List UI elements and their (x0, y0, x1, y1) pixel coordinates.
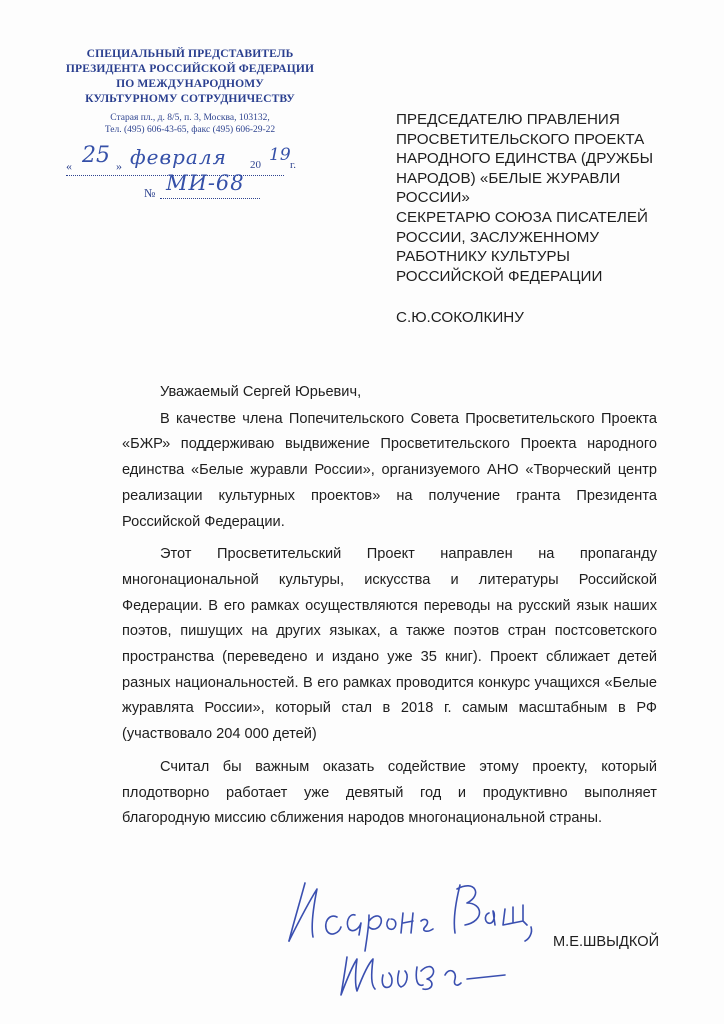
date-year-handwritten: 19 (269, 145, 291, 165)
letterhead-address-line: Старая пл., д. 8/5, п. 3, Москва, 103132, (110, 113, 270, 123)
date-close-quote: » (116, 159, 122, 173)
number-label: № (144, 186, 156, 200)
signatory-name: М.Е.ШВЫДКОЙ (553, 934, 660, 950)
addressee-line: ПРЕДСЕДАТЕЛЮ ПРАВЛЕНИЯ (396, 111, 620, 128)
addressee-line: ПРОСВЕТИТЕЛЬСКОГО ПРОЕКТА (396, 130, 645, 148)
date-month-handwritten: февраля (130, 145, 227, 169)
number-handwritten: МИ-68 (166, 171, 245, 195)
date-open-quote: « (66, 159, 72, 173)
body-paragraph: Этот Просветительский Проект направлен на пропаганду многонациональной культуры, искусства и литературы Российской Федерации. В его рамках осуществляются переводы на русский язык наших поэтов, пишущих на других языках, а также поэтов стран постсоветского пространства (переведено и издано уже 35 книг). Проект сближает детей разных национальностей. В его рамках проводится конкурс учащихся «Белые журавлята России», который стал в 2018 г. самым масштабным в РФ (участвовало 204 000 детей) (122, 546, 657, 743)
addressee-block (396, 110, 696, 286)
date-day-handwritten: 25 (82, 143, 110, 168)
letterhead-line: СПЕЦИАЛЬНЫЙ ПРЕДСТАВИТЕЛЬ (86, 47, 294, 60)
addressee-line: РОССИИ, ЗАСЛУЖЕННОМУ (396, 228, 600, 246)
letterhead-line: ПРЕЗИДЕНТА РОССИЙСКОЙ ФЕДЕРАЦИИ (65, 62, 315, 75)
letterhead (40, 46, 340, 136)
letterhead-address (40, 112, 340, 136)
letterhead-address-line: Тел. (495) 606-43-65, факс (495) 606-29-22 (104, 125, 276, 135)
addressee-line: НАРОДОВ) «БЕЛЫЕ ЖУРАВЛИ (396, 169, 621, 187)
letterhead-line: ПО МЕЖДУНАРОДНОМУ (116, 77, 264, 90)
handwritten-signature (285, 875, 595, 1005)
addressee-line: РОССИЙСКОЙ ФЕДЕРАЦИИ (396, 267, 603, 285)
addressee-line: РОССИИ» (396, 189, 470, 207)
letterhead-line: КУЛЬТУРНОМУ СОТРУДНИЧЕСТВУ (85, 92, 295, 105)
date-year-prefix: 20 (250, 159, 261, 171)
addressee-name: С.Ю.СОКОЛКИНУ (396, 309, 524, 326)
body-paragraph: В качестве члена Попечительского Совета Просветительского Проекта «БЖР» поддерживаю выдвижение Просветительского Проекта народного единства «Белые журавли России», организуемого АНО «Творческий центр реализации культурных проектов» на получение гранта Президента Российской Федерации. (122, 410, 657, 530)
letter-number (144, 171, 304, 205)
letter-body (122, 380, 657, 839)
salutation: Уважаемый Сергей Юрьевич, (160, 384, 362, 400)
date-year-unit: г. (290, 159, 297, 171)
addressee-line: СЕКРЕТАРЮ СОЮЗА ПИСАТЕЛЕЙ (396, 208, 648, 226)
addressee-line: НАРОДНОГО ЕДИНСТВА (ДРУЖБЫ (396, 150, 654, 168)
addressee-line: РАБОТНИКУ КУЛЬТУРЫ (396, 248, 570, 266)
number-underline (160, 198, 260, 199)
body-paragraph: Считал бы важным оказать содействие этому проекту, который плодотворно работает уже девятый год и продуктивно выполняет благородную миссию сближения народов многонациональной страны. (122, 758, 657, 827)
